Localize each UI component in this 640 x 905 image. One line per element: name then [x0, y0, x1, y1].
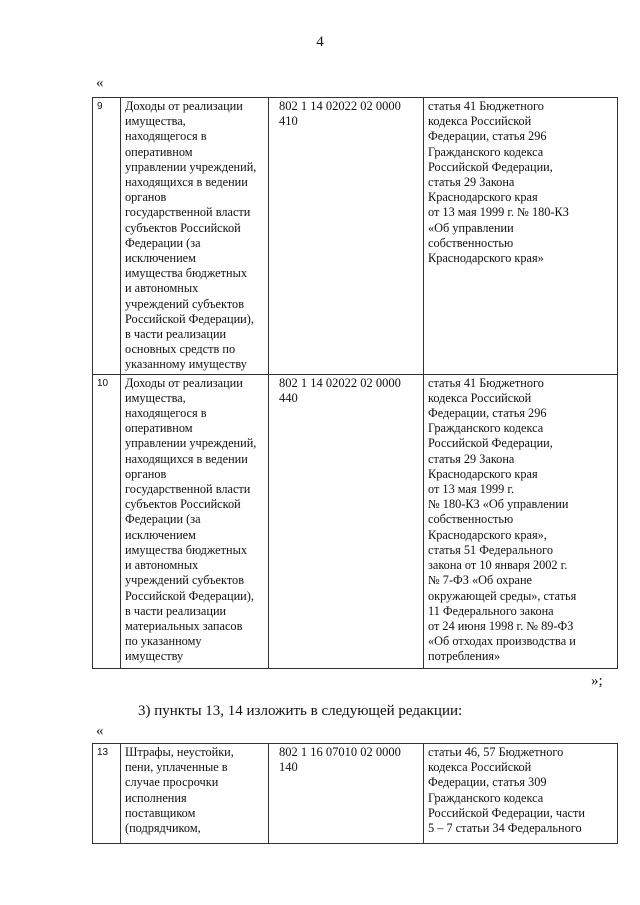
closing-quote: »; — [591, 673, 603, 689]
table-row — [93, 374, 618, 668]
revenue-name: Доходы от реализации имущества, находящегося в оперативном управлении учреждений, находящихся в ведении органов государственной власти субъектов Российской Федерации (за исключением имущества бюджетных и автономных учреждений субъектов Российской Федерации), в части реализации материальных запасов по указанному имуществу — [121, 374, 269, 668]
revenue-table-2 — [92, 743, 618, 844]
row-number: 13 — [93, 744, 121, 844]
page-number: 4 — [316, 34, 324, 50]
legal-basis: статья 41 Бюджетного кодекса Российской Федерации, статья 296 Гражданского кодекса Российской Федерации, статья 29 Закона Краснодарского края от 13 мая 1999 г. № 180-КЗ «Об управлении собственностью Краснодарского края», статья 51 Федерального закона от 10 января 2002 г. № 7-ФЗ «Об охране окружающей среды», статья 11 Федерального закона от 24 июня 1998 г. № 89-ФЗ «Об отходах производства и потребления» — [424, 374, 618, 668]
budget-code: 802 1 14 02022 02 0000 410 — [269, 98, 424, 375]
legal-basis: статьи 46, 57 Бюджетного кодекса Российской Федерации, статья 309 Гражданского кодекса Российской Федерации, части 5 – 7 статьи 34 Федерального — [424, 744, 618, 844]
row-number: 9 — [93, 98, 121, 375]
legal-basis: статья 41 Бюджетного кодекса Российской Федерации, статья 296 Гражданского кодекса Российской Федерации, статья 29 Закона Краснодарского края от 13 мая 1999 г. № 180-КЗ «Об управлении собственностью Краснодарского края» — [424, 98, 618, 375]
budget-code: 802 1 14 02022 02 0000 440 — [269, 374, 424, 668]
budget-code: 802 1 16 07010 02 0000 140 — [269, 744, 424, 844]
row-number: 10 — [93, 374, 121, 668]
revenue-name: Штрафы, неустойки, пени, уплаченные в случае просрочки исполнения поставщиком (подрядчиком, — [121, 744, 269, 844]
opening-quote-2: « — [96, 723, 104, 739]
paragraph-item-3: 3) пункты 13, 14 изложить в следующей редакции: — [138, 703, 463, 719]
revenue-name: Доходы от реализации имущества, находящегося в оперативном управлении учреждений, находящихся в ведении органов государственной власти субъектов Российской Федерации (за исключением имущества бюджетных и автономных учреждений субъектов Российской Федерации), в части реализации основных средств по указанному имуществу — [121, 98, 269, 375]
table-row — [93, 98, 618, 375]
revenue-table — [92, 97, 618, 669]
table-row — [93, 744, 618, 844]
opening-quote: « — [96, 75, 104, 91]
